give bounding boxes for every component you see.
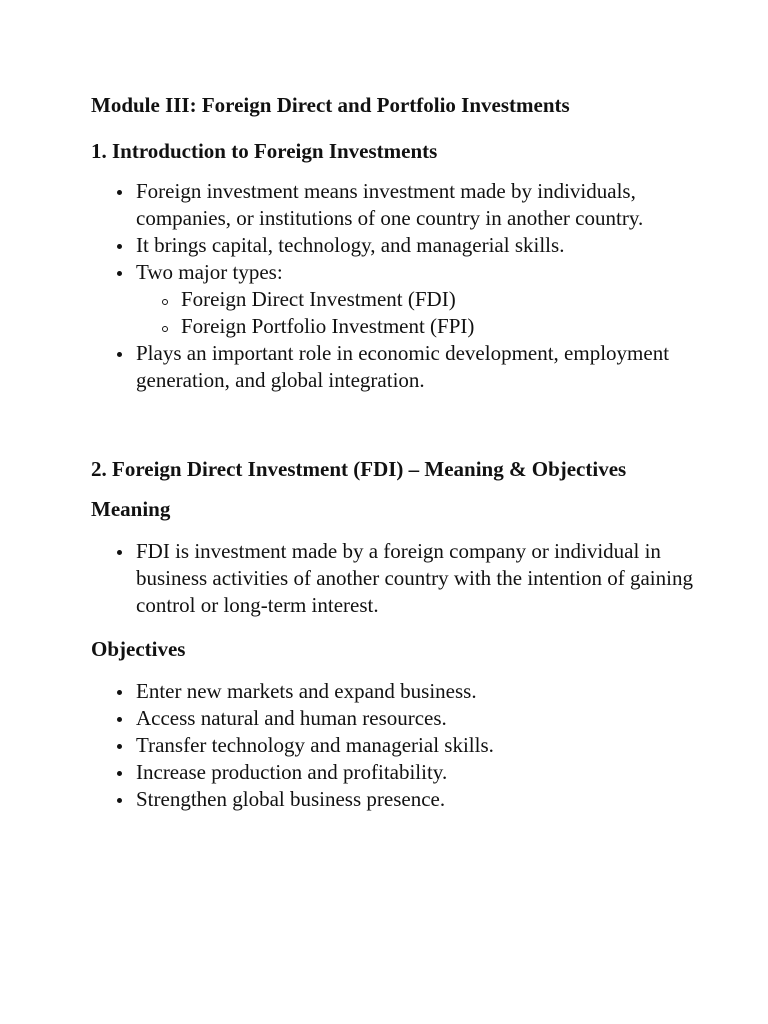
list-item: Transfer technology and managerial skills. xyxy=(91,732,731,759)
list-item: Increase production and profitability. xyxy=(91,759,731,786)
sub-list-container xyxy=(91,286,731,340)
list-item: Foreign investment means investment made by individuals, companies, or institutions of one country in another country. xyxy=(91,178,731,232)
list-item: Plays an important role in economic development, employment generation, and global integration. xyxy=(91,340,731,394)
list-item-types xyxy=(91,259,731,286)
section-1-sub-list xyxy=(91,286,731,340)
list-item: FDI is investment made by a foreign company or individual in business activities of another country with the intention of gaining control or long-term interest. xyxy=(91,538,731,619)
section-1-list xyxy=(91,178,731,394)
list-item: Enter new markets and expand business. xyxy=(91,678,731,705)
objectives-heading: Objectives xyxy=(91,637,186,661)
meaning-list xyxy=(91,538,731,619)
sub-list-item: Foreign Portfolio Investment (FPI) xyxy=(91,313,731,340)
section-1-heading: 1. Introduction to Foreign Investments xyxy=(91,139,438,163)
document-content xyxy=(91,92,731,813)
list-item: It brings capital, technology, and managerial skills. xyxy=(91,232,731,259)
list-item: Strengthen global business presence. xyxy=(91,786,731,813)
section-2-heading: 2. Foreign Direct Investment (FDI) – Meaning & Objectives xyxy=(91,457,627,481)
list-item: Access natural and human resources. xyxy=(91,705,731,732)
sub-list-item: Foreign Direct Investment (FDI) xyxy=(91,286,731,313)
meaning-heading: Meaning xyxy=(91,497,171,521)
objectives-list xyxy=(91,678,731,813)
list-item-label: Two major types: xyxy=(136,260,283,284)
document-title: Module III: Foreign Direct and Portfolio Investments xyxy=(91,93,570,117)
